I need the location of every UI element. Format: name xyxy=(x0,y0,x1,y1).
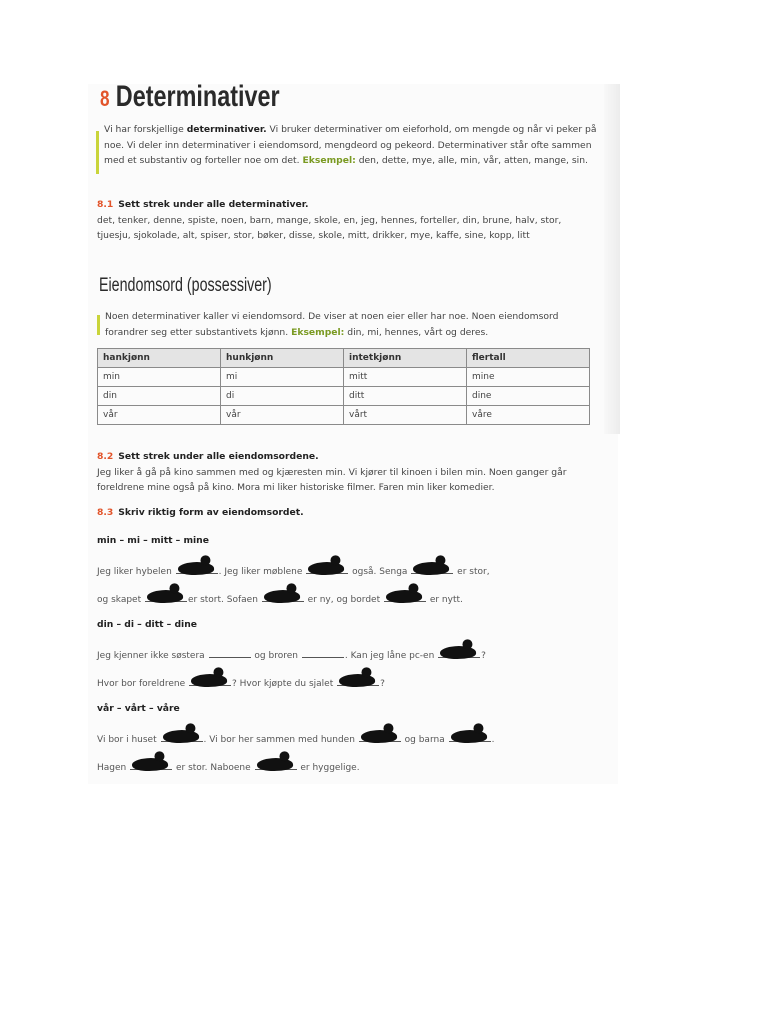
answer-blank[interactable] xyxy=(302,647,344,658)
table-row xyxy=(98,368,590,387)
answer-blank[interactable] xyxy=(411,563,453,574)
exercise-8-2 xyxy=(97,449,567,496)
table-cell: vår xyxy=(221,406,344,425)
intro-paragraph xyxy=(104,122,597,169)
text-line xyxy=(104,122,597,138)
text-segment: er ny, og bordet xyxy=(304,595,383,605)
table-header-row xyxy=(98,349,590,368)
text-segment: er stor. Naboene xyxy=(173,763,254,773)
text-segment: noe. Vi deler inn determinativer i eiendomsord, mengdeord og pekeord. Determinativer står ofte sammen xyxy=(104,139,592,151)
text-segment: og skapet xyxy=(97,595,144,605)
word-list-line: det, tenker, denne, spiste, noen, barn, mange, skole, en, jeg, hennes, forteller, din, brune, halv, stor, xyxy=(97,214,562,226)
text-line xyxy=(97,675,385,689)
text-segment: Hvor bor foreldrene xyxy=(97,679,189,689)
section-accent-bar xyxy=(97,315,100,335)
redacted-handwriting xyxy=(162,729,199,744)
table-cell: di xyxy=(221,387,344,406)
word-list-line: tjuesju, sjokolade, alt, spiser, stor, bøker, disse, skole, mitt, drikker, mye, kaffe, sine, kopp, litt xyxy=(97,230,530,241)
text-segment: . xyxy=(491,735,495,745)
redacted-handwriting xyxy=(386,589,423,604)
text-segment: forandrer seg etter substantivets kjønn. xyxy=(105,326,292,338)
redacted-handwriting xyxy=(263,589,300,604)
text-segment: ? xyxy=(380,679,385,689)
chapter-number: 8 xyxy=(100,86,110,111)
exercise-number: 8.2 xyxy=(97,451,114,462)
exercise-instruction: Skriv riktig form av eiendomsordet. xyxy=(118,507,304,518)
text-segment: er stor, xyxy=(454,567,490,577)
table-cell: mine xyxy=(467,368,590,387)
text-line xyxy=(104,153,597,169)
text-segment: og broren xyxy=(251,651,301,661)
table-cell: mi xyxy=(221,368,344,387)
exercise-number: 8.1 xyxy=(97,199,114,210)
text-line xyxy=(97,731,494,745)
table-row xyxy=(98,406,590,425)
answer-blank[interactable] xyxy=(189,675,231,686)
form-group-heading: min – mi – mitt – mine xyxy=(97,535,209,546)
answer-blank[interactable] xyxy=(337,675,379,686)
redacted-handwriting xyxy=(413,561,450,576)
text-segment: determinativer. xyxy=(186,124,267,135)
exercise-8-1 xyxy=(97,197,561,244)
text-line xyxy=(97,563,490,577)
section-paragraph xyxy=(105,309,558,340)
redacted-handwriting xyxy=(177,561,214,576)
text-segment: Hagen xyxy=(97,763,130,773)
chapter-title-text: Determinativer xyxy=(115,80,280,113)
text-line xyxy=(97,591,463,605)
header-hankjonn: hankjønn xyxy=(98,349,221,368)
answer-blank[interactable] xyxy=(438,647,480,658)
text-segment: Jeg kjenner ikke søstera xyxy=(97,651,208,661)
answer-blank[interactable] xyxy=(449,731,491,742)
exercise-text-line: foreldrene mine også på kino. Mora mi liker historiske filmer. Faren min liker komedier. xyxy=(97,482,495,493)
header-flertall: flertall xyxy=(467,349,590,368)
text-segment: Vi har forskjellige xyxy=(104,124,187,135)
answer-blank[interactable] xyxy=(306,563,348,574)
text-segment: . Kan jeg låne pc-en xyxy=(344,651,438,661)
table-cell: ditt xyxy=(344,387,467,406)
redacted-handwriting xyxy=(308,561,345,576)
redacted-handwriting xyxy=(339,673,376,688)
exercise-instruction: Sett strek under alle eiendomsordene. xyxy=(118,451,319,462)
text-segment: Vi bor i huset xyxy=(97,735,160,745)
redacted-handwriting xyxy=(147,589,184,604)
text-line xyxy=(97,759,360,773)
text-segment: ? xyxy=(481,651,486,661)
text-segment: også. Senga xyxy=(349,567,411,577)
table-cell: min xyxy=(98,368,221,387)
table-cell: vårt xyxy=(344,406,467,425)
redacted-handwriting xyxy=(132,757,169,772)
table-cell: våre xyxy=(467,406,590,425)
redacted-handwriting xyxy=(191,673,228,688)
possessive-table xyxy=(97,348,590,425)
table-cell: din xyxy=(98,387,221,406)
chapter-title xyxy=(100,80,280,114)
exercise-number: 8.3 xyxy=(97,507,114,518)
text-segment: . Vi bor her sammen med hunden xyxy=(203,735,358,745)
answer-blank[interactable] xyxy=(359,731,401,742)
header-intetkjonn: intetkjønn xyxy=(344,349,467,368)
text-line xyxy=(104,138,597,154)
text-line xyxy=(105,325,558,341)
text-line xyxy=(97,647,486,661)
table-row xyxy=(98,387,590,406)
answer-blank[interactable] xyxy=(176,563,218,574)
text-segment: er nytt. xyxy=(426,595,463,605)
scan-shadow xyxy=(604,84,620,434)
text-segment: Noen determinativer kaller vi eiendomsord. De viser at noen eier eller har noe. Noen eiendomsord xyxy=(105,311,559,322)
answer-blank[interactable] xyxy=(384,591,426,602)
answer-blank[interactable] xyxy=(255,759,297,770)
exercise-instruction: Sett strek under alle determinativer. xyxy=(118,199,309,210)
text-segment: Jeg liker hybelen xyxy=(97,567,175,577)
form-group-heading: din – di – ditt – dine xyxy=(97,619,197,630)
text-segment: din, mi, hennes, vårt og deres. xyxy=(344,326,489,338)
answer-blank[interactable] xyxy=(130,759,172,770)
text-segment: Vi bruker determinativer om eieforhold, om mengde og når vi peker på xyxy=(266,124,597,135)
intro-accent-bar xyxy=(96,131,99,174)
table-cell: dine xyxy=(467,387,590,406)
answer-blank[interactable] xyxy=(161,731,203,742)
exercise-8-3-title xyxy=(97,505,304,521)
example-label: Eksempel: xyxy=(291,326,345,338)
answer-blank[interactable] xyxy=(145,591,187,602)
answer-blank[interactable] xyxy=(209,647,251,658)
header-hunkjonn: hunkjønn xyxy=(221,349,344,368)
text-segment: og barna xyxy=(401,735,448,745)
redacted-handwriting xyxy=(450,729,487,744)
form-group-heading: vår – vårt – våre xyxy=(97,703,180,714)
exercise-text-line: Jeg liker å gå på kino sammen med og kjæresten min. Vi kjører til kinoen i bilen min. Noen ganger går xyxy=(97,466,567,478)
text-segment: er hyggelige. xyxy=(297,763,360,773)
redacted-handwriting xyxy=(360,729,397,744)
text-segment: ? Hvor kjøpte du sjalet xyxy=(232,679,337,689)
section-title: Eiendomsord (possessiver) xyxy=(99,275,272,296)
example-label: Eksempel: xyxy=(302,155,356,166)
redacted-handwriting xyxy=(440,645,477,660)
text-segment: . Jeg liker møblene xyxy=(218,567,306,577)
table-cell: mitt xyxy=(344,368,467,387)
text-segment: er stort. Sofaen xyxy=(187,595,261,605)
text-line xyxy=(105,309,558,325)
text-segment: den, dette, mye, alle, min, vår, atten, mange, sin. xyxy=(355,155,588,166)
table-cell: vår xyxy=(98,406,221,425)
redacted-handwriting xyxy=(256,757,293,772)
answer-blank[interactable] xyxy=(262,591,304,602)
text-segment: med et substantiv og forteller noe om det. xyxy=(104,155,303,166)
